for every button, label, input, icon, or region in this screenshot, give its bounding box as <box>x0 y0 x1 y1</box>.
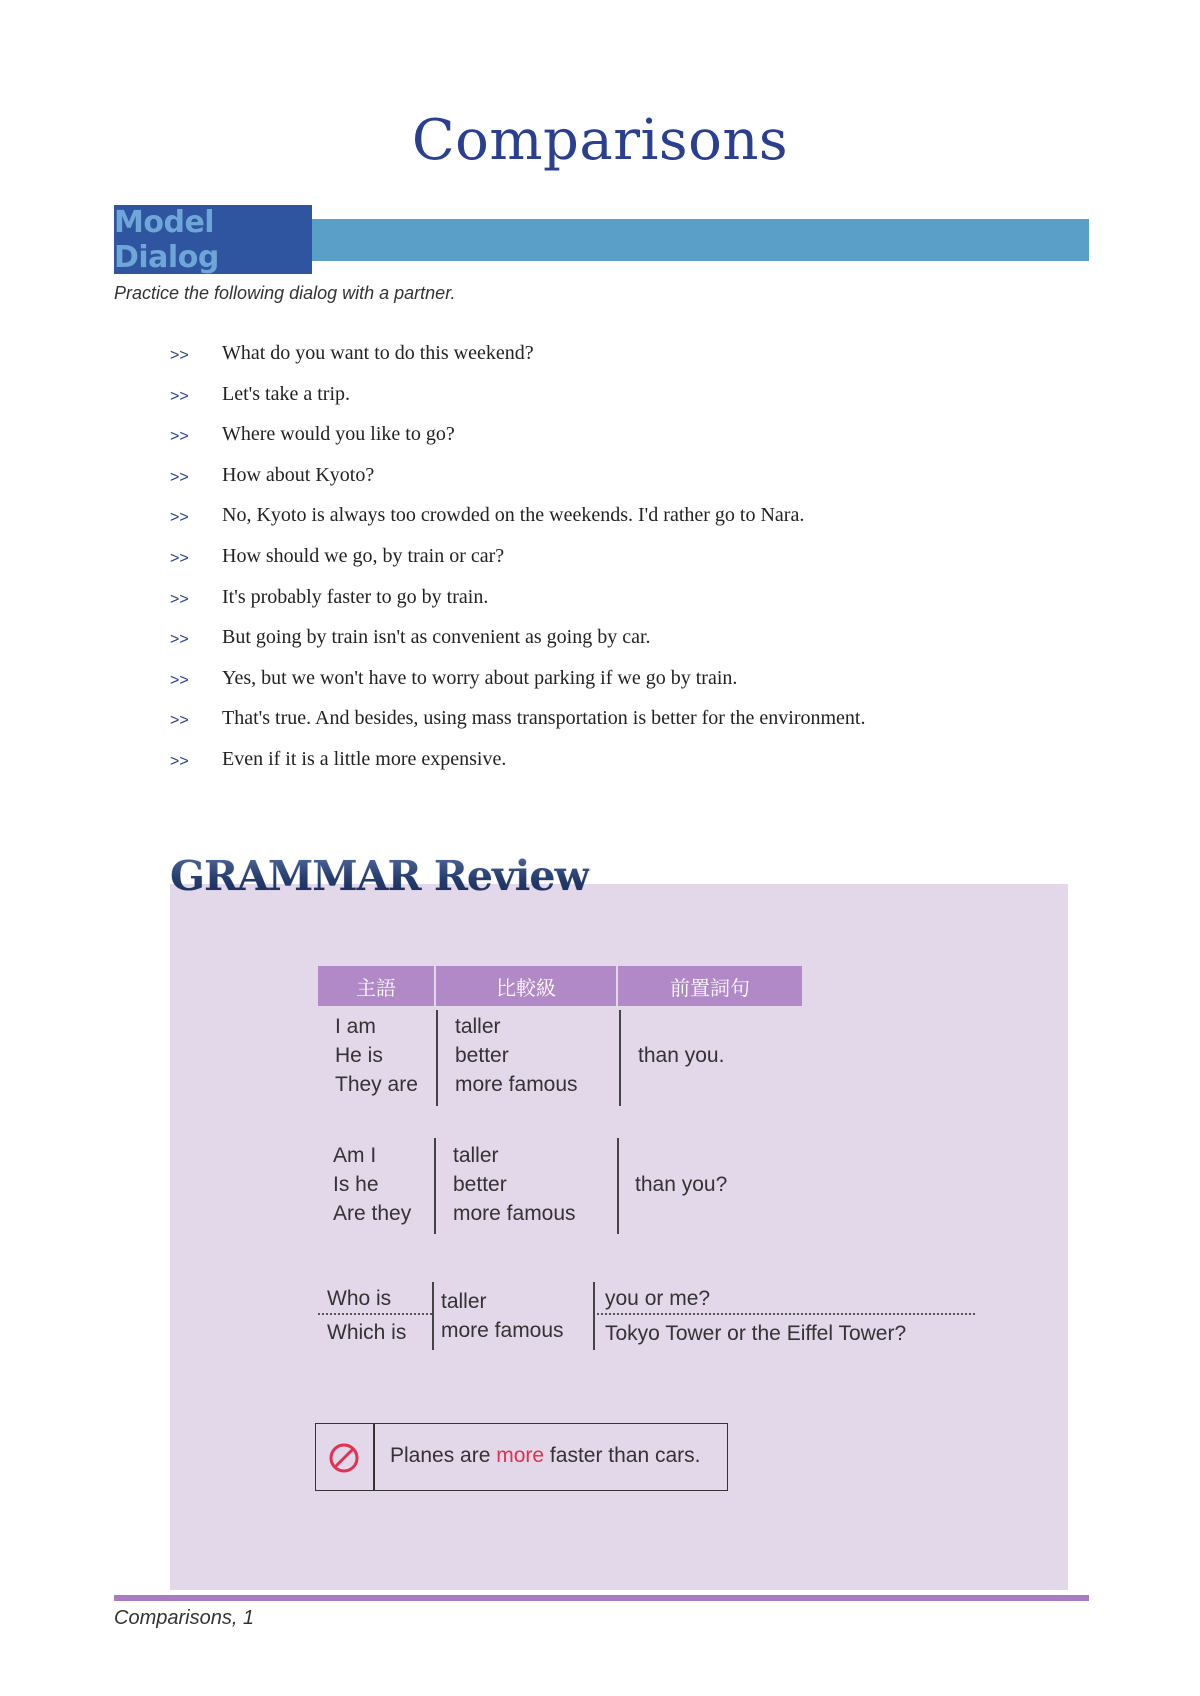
dialog-line <box>170 383 865 424</box>
dialog-marker: >> <box>170 752 189 770</box>
comparative-text: better <box>453 1173 507 1196</box>
subject-text: Is he <box>333 1173 379 1196</box>
block3-phrase: you or me? <box>605 1287 711 1310</box>
dialog-line-text: Let's take a trip. <box>222 382 350 405</box>
block3-comparative: more famous <box>441 1319 564 1342</box>
dialog-line-text: Even if it is a little more expensive. <box>222 747 507 770</box>
prohibited-icon <box>328 1442 360 1474</box>
dialog-line <box>170 342 865 383</box>
header-comparative: 比較級 <box>436 966 618 1006</box>
dialog-marker: >> <box>170 712 189 730</box>
comparative-text: more famous <box>453 1202 576 1225</box>
dialog-marker: >> <box>170 387 189 405</box>
block2-phrase: than you? <box>635 1173 728 1196</box>
column-divider <box>432 1282 434 1350</box>
dialog-line-text: It's probably faster to go by train. <box>222 585 489 608</box>
page-title: Comparisons <box>411 108 789 173</box>
block2-subjects <box>333 1141 411 1228</box>
subject-text: He is <box>335 1044 383 1067</box>
dialog-line <box>170 545 865 586</box>
header-prepositional-phrase: 前置詞句 <box>618 966 802 1006</box>
dialog-line <box>170 586 865 627</box>
footer-page-label: Comparisons, 1 <box>114 1607 255 1629</box>
dotted-divider <box>597 1313 975 1315</box>
dialog-line <box>170 464 865 505</box>
dialog-line <box>170 504 865 545</box>
comparative-text: taller <box>453 1144 499 1167</box>
block3-subject: Who is <box>327 1287 392 1310</box>
dialog-marker: >> <box>170 671 189 689</box>
grammar-heading: GRAMMAR Review <box>170 852 589 900</box>
dialog-instruction: Practice the following dialog with a partner. <box>114 283 456 303</box>
footer-rule <box>114 1595 1089 1601</box>
block1-subjects <box>335 1012 418 1099</box>
dialog-marker: >> <box>170 347 189 364</box>
dialog-line-text: Yes, but we won't have to worry about parking if we go by train. <box>222 666 738 689</box>
block1-phrase: than you. <box>638 1044 725 1067</box>
error-sentence <box>390 1444 701 1468</box>
comparative-text: taller <box>455 1015 501 1038</box>
subject-text: Am I <box>333 1144 377 1167</box>
error-wrong-word: more <box>496 1444 545 1467</box>
dialog-line-text: How should we go, by train or car? <box>222 544 505 567</box>
dialog-list <box>170 342 865 789</box>
comparative-text: better <box>455 1044 509 1067</box>
dialog-marker: >> <box>170 509 189 527</box>
error-text-after: faster than cars. <box>544 1444 701 1467</box>
dialog-line <box>170 748 865 789</box>
dialog-line-text: Where would you like to go? <box>222 423 455 446</box>
subject-text: Are they <box>333 1202 412 1225</box>
column-divider <box>434 1138 436 1234</box>
column-divider <box>593 1282 595 1350</box>
dialog-marker: >> <box>170 631 189 649</box>
dotted-divider <box>318 1313 432 1315</box>
dialog-marker: >> <box>170 590 189 608</box>
dialog-line-text: That's true. And besides, using mass transportation is better for the environment. <box>222 707 866 730</box>
error-example-box <box>315 1423 728 1491</box>
block2-comparatives <box>453 1141 576 1228</box>
dialog-line-text: How about Kyoto? <box>222 463 375 486</box>
subject-text: I am <box>335 1015 376 1038</box>
block1-comparatives <box>455 1012 578 1099</box>
dialog-line <box>170 667 865 708</box>
dialog-line <box>170 626 865 667</box>
header-subject: 主語 <box>318 966 436 1006</box>
dialog-line <box>170 707 865 748</box>
comparative-text: more famous <box>455 1073 578 1096</box>
model-dialog-heading: Model Dialog <box>114 204 219 275</box>
column-divider <box>617 1138 619 1234</box>
block3-phrase: Tokyo Tower or the Eiffel Tower? <box>605 1322 907 1345</box>
dialog-line-text: What do you want to do this weekend? <box>222 342 534 364</box>
block3-subject: Which is <box>327 1321 407 1344</box>
block3-comparative: taller <box>441 1290 487 1313</box>
dialog-line-text: But going by train isn't as convenient as going by car. <box>222 626 651 649</box>
model-dialog-heading-box <box>114 205 312 274</box>
error-text-before: Planes are <box>390 1444 497 1467</box>
dialog-line <box>170 423 865 464</box>
dialog-marker: >> <box>170 549 189 567</box>
column-divider <box>436 1010 438 1106</box>
dialog-marker: >> <box>170 468 189 486</box>
column-divider <box>619 1010 621 1106</box>
dialog-line-text: No, Kyoto is always too crowded on the weekends. I'd rather go to Nara. <box>222 504 805 527</box>
subject-text: They are <box>335 1073 418 1096</box>
dialog-marker: >> <box>170 428 189 446</box>
error-box-divider <box>373 1424 375 1490</box>
